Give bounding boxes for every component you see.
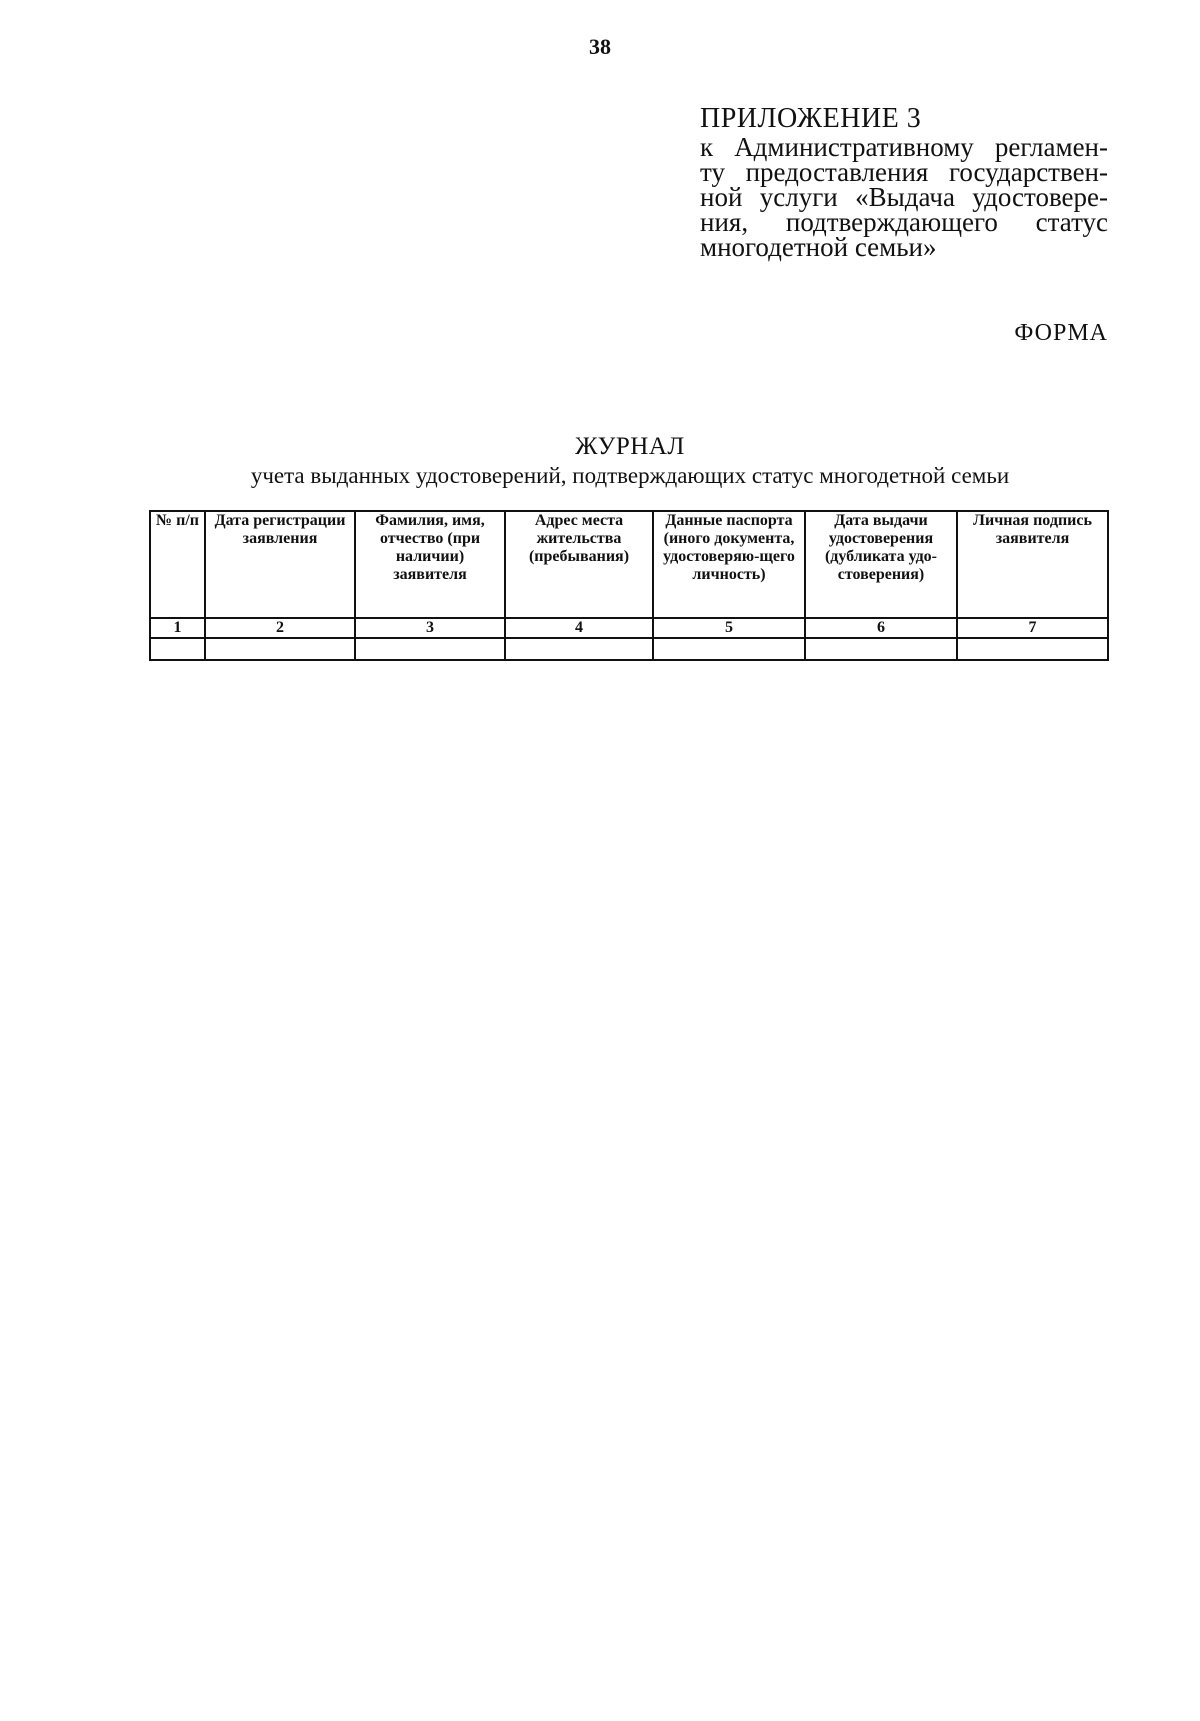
- header-cell-issue-date: Дата выдачи удостоверения (дубликата удо-стоверения): [805, 511, 957, 618]
- page-number: 38: [589, 34, 611, 59]
- column-number-cell: 2: [205, 618, 355, 638]
- header-cell-signature: Личная подпись заявителя: [957, 511, 1108, 618]
- appendix-title: ПРИЛОЖЕНИЕ 3: [700, 103, 922, 134]
- table-column-number-row: [150, 618, 1108, 638]
- empty-cell: [205, 638, 355, 660]
- appendix-line: к Административному регламен-: [700, 132, 1108, 162]
- header-cell-full-name: Фамилия, имя, отчество (при наличии) заявителя: [355, 511, 505, 618]
- header-cell-address: Адрес места жительства (пребывания): [505, 511, 653, 618]
- journal-subtitle: учета выданных удостоверений, подтверждающих статус многодетной семьи: [250, 463, 1010, 488]
- header-cell-passport: Данные паспорта (иного документа, удостоверяю-щего личность): [653, 511, 805, 618]
- empty-cell: [150, 638, 205, 660]
- column-number-cell: 5: [653, 618, 805, 638]
- appendix-line: ту предоставления государствен-: [700, 157, 1108, 187]
- column-number-cell: 3: [355, 618, 505, 638]
- table-row: [150, 638, 1108, 660]
- form-label: ФОРМА: [1014, 320, 1108, 346]
- journal-table: [149, 510, 1109, 661]
- column-number-cell: 4: [505, 618, 653, 638]
- journal-title: ЖУРНАЛ: [575, 433, 685, 460]
- empty-cell: [653, 638, 805, 660]
- empty-cell: [957, 638, 1108, 660]
- empty-cell: [505, 638, 653, 660]
- column-number-cell: 6: [805, 618, 957, 638]
- appendix-block: [700, 103, 1108, 260]
- appendix-line: ния, подтверждающего статус: [700, 207, 1108, 237]
- appendix-line: ной услуги «Выдача удостовере-: [700, 182, 1108, 212]
- empty-cell: [355, 638, 505, 660]
- table-header-row: [150, 511, 1108, 618]
- column-number-cell: 7: [957, 618, 1108, 638]
- column-number-cell: 1: [150, 618, 205, 638]
- header-cell-number: № п/п: [150, 511, 205, 618]
- header-cell-registration-date: Дата регистрации заявления: [205, 511, 355, 618]
- appendix-line: многодетной семьи»: [700, 232, 937, 262]
- empty-cell: [805, 638, 957, 660]
